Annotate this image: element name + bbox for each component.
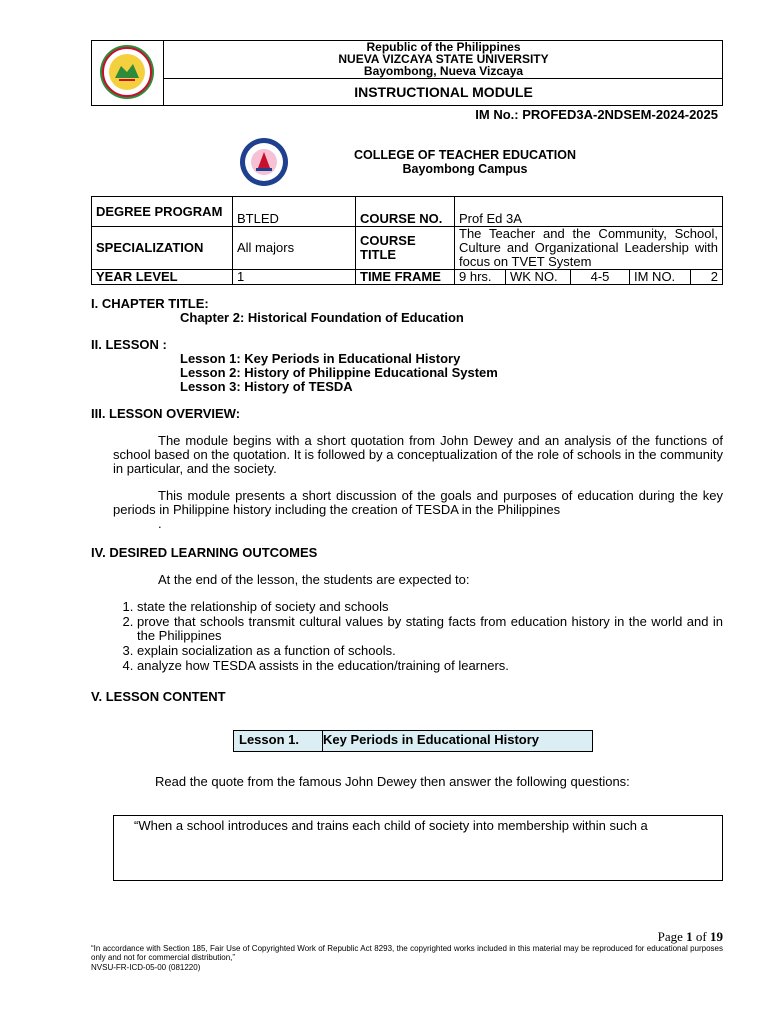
lesson-item: Lesson 1: Key Periods in Educational History	[180, 351, 461, 366]
college-campus: Bayombong Campus	[402, 162, 528, 176]
read-instruction: Read the quote from the famous John Dewey then answer the following questions:	[155, 774, 630, 789]
page-current: 1	[686, 929, 693, 944]
im-no-label: IM NO.	[630, 270, 691, 285]
lesson-box-title: Key Periods in Educational History	[323, 732, 539, 747]
im-number: IM No.: PROFED3A-2NDSEM-2024-2025	[475, 107, 718, 122]
republic-text: Republic of the Philippines	[366, 40, 521, 54]
form-code: NVSU-FR-ICD-05-00 (081220)	[91, 963, 201, 972]
college-seal-icon	[236, 136, 292, 188]
course-info-table	[91, 196, 723, 285]
course-no-label: COURSE NO.	[356, 197, 455, 227]
degree-label: DEGREE PROGRAM	[92, 197, 233, 227]
specialization-value: All majors	[233, 227, 356, 270]
week-no-label: WK NO.	[506, 270, 571, 285]
chapter-title: Chapter 2: Historical Foundation of Education	[180, 310, 464, 325]
outcome-item: 1. state the relationship of society and schools	[137, 600, 723, 614]
degree-value: BTLED	[233, 197, 356, 227]
specialization-label: SPECIALIZATION	[92, 227, 233, 270]
dewey-quote: “When a school introduces and trains each child of society into membership within such a	[134, 818, 648, 833]
time-frame-label: TIME FRAME	[356, 270, 455, 285]
lesson-box-number: Lesson 1.	[234, 731, 323, 751]
year-level-label: YEAR LEVEL	[92, 270, 233, 285]
time-frame-value: 9 hrs.	[455, 270, 506, 285]
outcome-item: 4. analyze how TESDA assists in the education/training of learners.	[137, 659, 723, 673]
college-name: COLLEGE OF TEACHER EDUCATION	[354, 148, 576, 162]
overview-paragraph-2: This module presents a short discussion of the goals and purposes of education during the key periods in Philippine history including the creation of TESDA in the Philippines	[113, 488, 723, 517]
lesson-item: Lesson 3: History of TESDA	[180, 379, 353, 394]
header-divider	[164, 78, 723, 79]
outcomes-intro: At the end of the lesson, the students are expected to:	[158, 572, 470, 587]
lesson-title-box	[233, 730, 593, 752]
course-title-value: The Teacher and the Community, School, Culture and Organizational Leadership with focus on TVET System	[455, 227, 723, 270]
university-logo-cell	[91, 40, 164, 106]
quote-box	[113, 815, 723, 881]
week-no-value: 4-5	[571, 270, 630, 285]
content-heading: V. LESSON CONTENT	[91, 689, 226, 704]
page-total: 19	[710, 929, 723, 944]
outcomes-list	[113, 600, 723, 674]
college-logo	[236, 136, 292, 188]
lesson-item: Lesson 2: History of Philippine Educational System	[180, 365, 498, 380]
module-title: INSTRUCTIONAL MODULE	[354, 84, 533, 100]
university-seal-icon	[91, 40, 163, 104]
page-prefix: Page	[657, 929, 687, 944]
chapter-heading: I. CHAPTER TITLE:	[91, 296, 209, 311]
overview-heading: III. LESSON OVERVIEW:	[91, 406, 241, 421]
im-no-value: 2	[691, 270, 723, 285]
course-title-label: COURSE TITLE	[356, 227, 455, 270]
page-of: of	[692, 929, 710, 944]
outcomes-heading: IV. DESIRED LEARNING OUTCOMES	[91, 545, 318, 560]
university-name: NUEVA VIZCAYA STATE UNIVERSITY	[338, 52, 549, 66]
outcome-item: 3. explain socialization as a function of schools.	[137, 644, 723, 658]
overview-paragraph-1: The module begins with a short quotation from John Dewey and an analysis of the functions of school based on the quotation. It is followed by a conceptualization of the role of schools in the community in particular, and the society.	[113, 433, 723, 476]
outcome-item: 2. prove that schools transmit cultural values by stating facts from education history in the world and in the Philippines	[137, 615, 723, 643]
course-no-value: Prof Ed 3A	[455, 197, 723, 227]
overview-trailing-dot: .	[158, 516, 162, 531]
university-location: Bayombong, Nueva Vizcaya	[363, 64, 524, 78]
year-level-value: 1	[233, 270, 356, 285]
lesson-heading: II. LESSON :	[91, 337, 167, 352]
fair-use-notice: “In accordance with Section 185, Fair Use of Copyrighted Work of Republic Act 8293, the copyrighted works included in this material may be reproduced for educational purposes only and not for commercial distribution,”	[91, 944, 723, 962]
page-number	[658, 929, 723, 945]
